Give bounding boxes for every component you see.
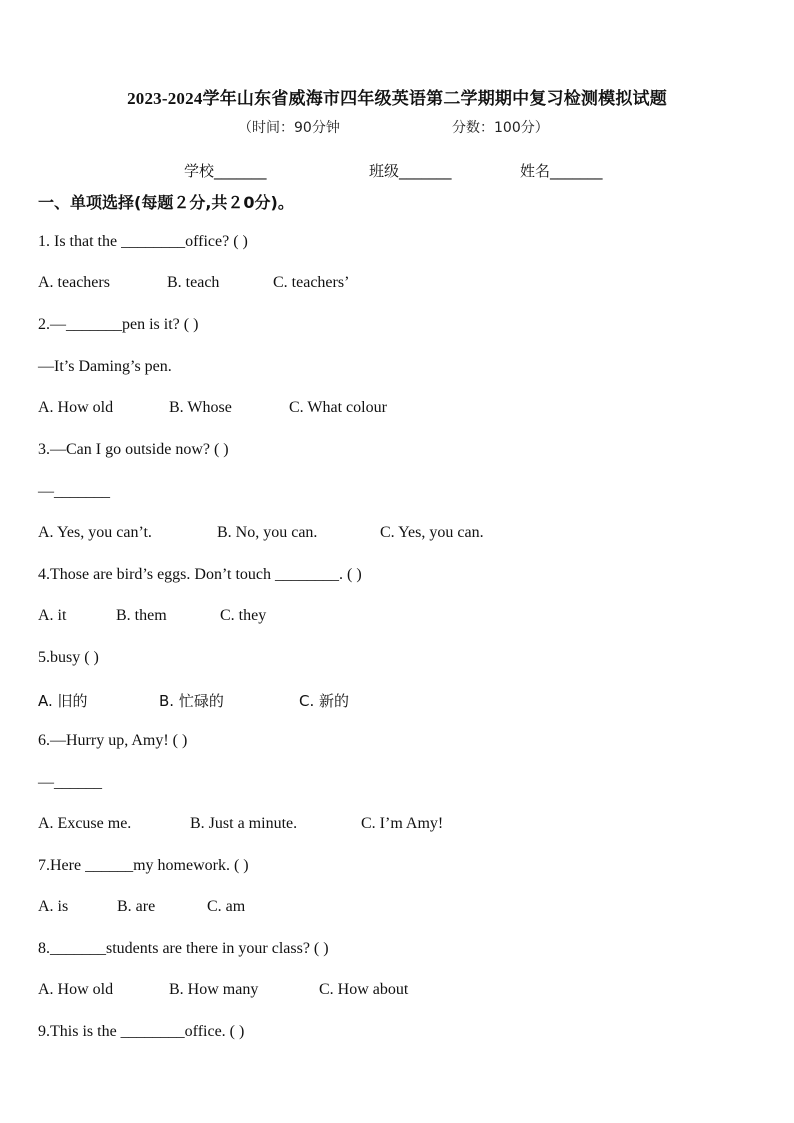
question-3: 3.—Can I go outside now? ( ) <box>38 441 229 458</box>
question-5: 5.busy ( ) <box>38 649 99 666</box>
question-9: 9.This is the ________office. ( ) <box>38 1023 245 1040</box>
option-a[interactable]: A. How old <box>38 981 114 998</box>
exam-title: 2023-2024学年山东省威海市四年级英语第二学期期中复习检测模拟试题 <box>127 89 667 108</box>
option-c[interactable]: C. How about <box>319 981 409 998</box>
option-c[interactable]: C. they <box>220 607 267 624</box>
school-field[interactable]: 学校_______ <box>184 162 267 180</box>
option-c[interactable]: C. teachers’ <box>273 274 350 291</box>
question-1: 1. Is that the ________office? ( ) <box>38 233 248 250</box>
option-c[interactable]: C. What colour <box>289 399 387 416</box>
option-b[interactable]: B. Whose <box>169 399 232 416</box>
option-b[interactable]: B. are <box>117 898 156 915</box>
question-8: 8._______students are there in your class? ( ) <box>38 940 329 957</box>
option-a[interactable]: A. teachers <box>38 274 110 291</box>
question-4: 4.Those are bird’s eggs. Don’t touch ________. ( ) <box>38 566 362 583</box>
answer-line-3: —_______ <box>38 483 110 500</box>
option-a[interactable]: A. it <box>38 607 67 624</box>
option-a[interactable]: A. Excuse me. <box>38 815 132 832</box>
class-field[interactable]: 班级_______ <box>369 162 452 180</box>
option-a[interactable]: A. 旧的 <box>38 692 88 710</box>
option-b[interactable]: B. How many <box>169 981 259 998</box>
option-c[interactable]: C. 新的 <box>299 692 350 710</box>
option-c[interactable]: C. am <box>207 898 246 915</box>
exam-time: （时间：90分钟 <box>238 120 340 136</box>
exam-score: 分数：100分） <box>452 120 549 136</box>
option-a[interactable]: A. Yes, you can’t. <box>38 524 152 541</box>
answer-line-6: —______ <box>38 774 102 791</box>
option-a[interactable]: A. is <box>38 898 69 915</box>
answer-line-2: —It’s Daming’s pen. <box>38 358 172 375</box>
name-field[interactable]: 姓名_______ <box>520 162 603 180</box>
option-c[interactable]: C. I’m Amy! <box>361 815 444 832</box>
question-6: 6.—Hurry up, Amy! ( ) <box>38 732 188 749</box>
question-7: 7.Here ______my homework. ( ) <box>38 857 249 874</box>
question-2: 2.—_______pen is it? ( ) <box>38 316 199 333</box>
option-c[interactable]: C. Yes, you can. <box>380 524 484 541</box>
option-b[interactable]: B. Just a minute. <box>190 815 298 832</box>
option-b[interactable]: B. teach <box>167 274 220 291</box>
option-b[interactable]: B. 忙碌的 <box>159 692 224 710</box>
option-b[interactable]: B. them <box>116 607 167 624</box>
option-a[interactable]: A. How old <box>38 399 114 416</box>
option-b[interactable]: B. No, you can. <box>217 524 318 541</box>
section-heading: 一、单项选择(每题２分,共２0分)。 <box>38 193 294 212</box>
